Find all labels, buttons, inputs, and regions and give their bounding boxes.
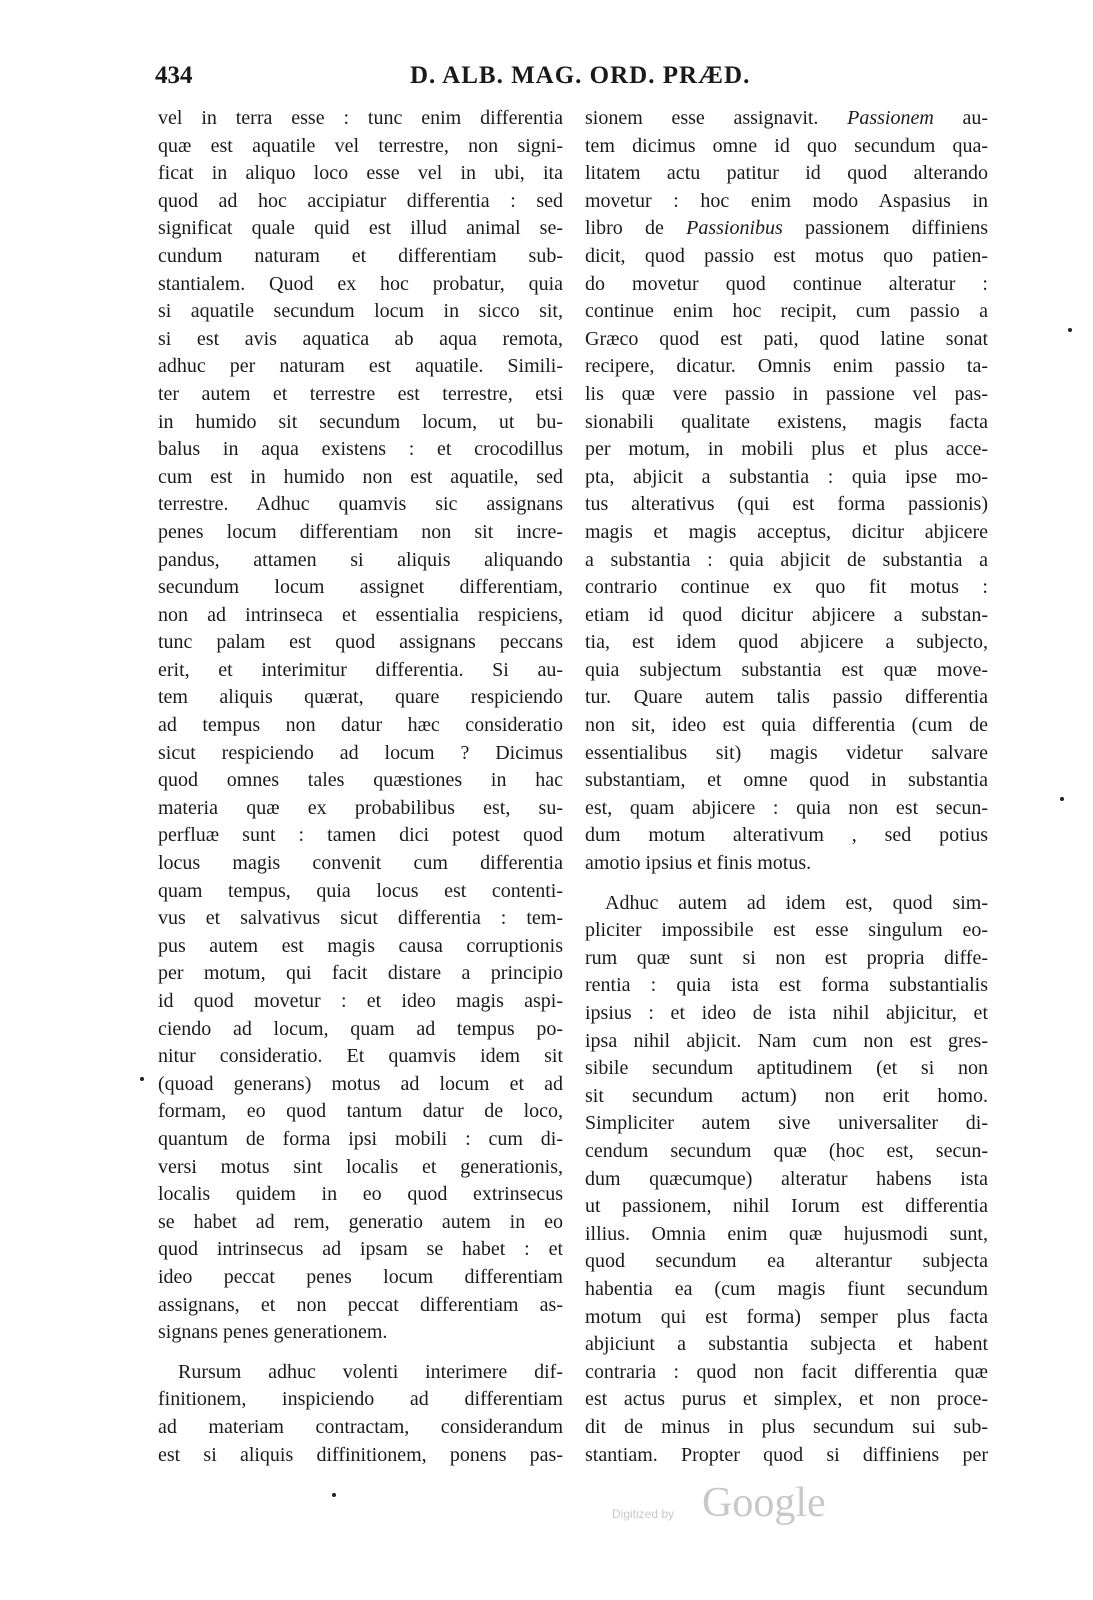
text-line: ad materiam contractam, considerandum xyxy=(158,1415,563,1438)
italic-term: Passionibus xyxy=(686,217,783,240)
text-line: id quod movetur : et ideo magis aspi- xyxy=(158,990,563,1012)
text-line: ut passionem, nihil Iorum est differentia xyxy=(585,1195,988,1218)
text-line: quod ad hoc accipiatur differentia : sed xyxy=(158,189,563,212)
text-line: per motum, qui facit distare a principio xyxy=(158,962,563,985)
text-line: pus autem est magis causa corruptionis xyxy=(158,934,563,957)
text-line: Adhuc autem ad idem est, quod sim- xyxy=(605,891,988,914)
text-line: est actus purus et simplex, et non proce- xyxy=(585,1388,988,1411)
text-line: finitionem, inspiciendo ad differentiam xyxy=(158,1388,563,1411)
text-line: locus magis convenit cum differentia xyxy=(158,852,563,875)
text-line: essentialibus sit) magis videtur salvare xyxy=(585,741,988,764)
text-line: pandus, attamen si aliquis aliquando xyxy=(158,548,563,571)
text-line: quia subjectum substantia est quæ move- xyxy=(585,658,988,681)
margin-mark xyxy=(1068,328,1072,332)
text-line: sit secundum actum) non erit homo. xyxy=(585,1084,988,1107)
text-line: contraria : quod non facit differentia quæ xyxy=(585,1360,988,1383)
text-line: ter autem et terrestre est terrestre, etsi xyxy=(158,382,563,405)
running-head: D. ALB. MAG. ORD. PRÆD. xyxy=(410,62,751,89)
text-line: signans penes generationem. xyxy=(158,1321,388,1344)
text-line: lis quæ vere passio in passione vel pas- xyxy=(585,382,988,405)
text-line: se habet ad rem, generatio autem in eo xyxy=(158,1210,563,1233)
margin-mark xyxy=(1060,797,1064,801)
text-line: cundum naturam et differentiam sub- xyxy=(158,244,563,267)
text-line: est, quam abjicere : quia non est secun- xyxy=(585,796,988,819)
text-line: tia, est idem quod abjicere a subjecto, xyxy=(585,631,988,654)
text-line: tur. Quare autem talis passio differentia xyxy=(585,686,988,709)
text-line: materia quæ ex probabilibus est, su- xyxy=(158,796,563,819)
text-line: stantiam. Propter quod si diffiniens per xyxy=(585,1443,988,1466)
text-line: non sit, ideo est quia differentia (cum de xyxy=(585,714,988,737)
digitized-by-label: Digitized by xyxy=(612,1507,675,1521)
text-line: assignans, et non peccat differentiam as- xyxy=(158,1293,563,1316)
text-line: litatem actu patitur id quod alterando xyxy=(585,162,988,185)
text-line: quod secundum ea alterantur subjecta xyxy=(585,1250,988,1273)
text-line: terrestre. Adhuc quamvis sic assignans xyxy=(158,493,563,516)
text-line: pliciter impossibile est esse singulum eo- xyxy=(585,919,988,942)
text-line: balus in aqua existens : et crocodillus xyxy=(158,438,563,461)
text-line: do movetur quod continue alteratur : xyxy=(585,272,988,295)
text-line: in humido sit secundum locum, ut bu- xyxy=(158,410,563,433)
text-line: quod omnes tales quæstiones in hac xyxy=(158,769,563,792)
text-line: continue enim hoc recipit, cum passio a xyxy=(585,300,988,323)
text-line: dum quæcumque) alteratur habens ista xyxy=(585,1167,988,1190)
text-line: illius. Omnia enim quæ hujusmodi sunt, xyxy=(585,1222,988,1245)
text-line: pta, abjicit a substantia : quia ipse mo- xyxy=(585,465,988,488)
text-line: habentia ea (cum magis fiunt secundum xyxy=(585,1277,988,1300)
text-line: dum motum alterativum , sed potius xyxy=(585,824,988,847)
text-line: quod intrinsecus ad ipsam se habet : et xyxy=(158,1238,563,1261)
text-line: si aquatile secundum locum in sicco sit, xyxy=(158,300,563,323)
page-header xyxy=(155,62,985,102)
page-number: 434 xyxy=(155,62,193,89)
text-line: magis et magis acceptus, dicitur abjicere xyxy=(585,520,988,543)
text-line: etiam id quod dicitur abjicere a substan- xyxy=(585,603,988,626)
text-line: localis quidem in eo quod extrinsecus xyxy=(158,1183,563,1206)
text-line: sibile secundum aptitudinem (et si non xyxy=(585,1057,988,1080)
text-line: significat quale quid est illud animal se- xyxy=(158,217,563,240)
text-line: stantialem. Quod ex hoc probatur, quia xyxy=(158,272,563,295)
text-line: rum quæ sunt si non est propria diffe- xyxy=(585,946,988,969)
text-line: versi motus sint localis et generationis, xyxy=(158,1155,563,1178)
text-line: perfluæ sunt : tamen dici potest quod xyxy=(158,824,563,847)
text-line: abjiciunt a substantia subjecta et habent xyxy=(585,1333,988,1356)
text-line: a substantia : quia abjicit de substantia a xyxy=(585,548,988,571)
text-line: motum qui est forma) semper plus facta xyxy=(585,1305,988,1328)
text-line: contrario continue ex quo fit motus : xyxy=(585,576,988,599)
text-line: penes locum differentiam non sit incre- xyxy=(158,520,563,543)
text-line: vel in terra esse : tunc enim differentia xyxy=(158,107,563,129)
text-line: est si aliquis diffinitionem, ponens pas- xyxy=(158,1443,563,1466)
text-line: movetur : hoc enim modo Aspasius in xyxy=(585,189,988,212)
margin-mark xyxy=(332,1493,336,1497)
text-line: sicut respiciendo ad locum ? Dicimus xyxy=(158,741,563,764)
text-line: erit, et interimitur differentia. Si au- xyxy=(158,658,563,681)
text-line: adhuc per naturam est aquatile. Simili- xyxy=(158,355,563,378)
right-column xyxy=(585,105,988,1469)
right-paragraph-2 xyxy=(585,890,988,1469)
text-line: secundum locum assignet differentiam, xyxy=(158,576,563,599)
text-line: quæ est aquatile vel terrestre, non signi- xyxy=(158,134,563,157)
text-line: quantum de forma ipsi mobili : cum di- xyxy=(158,1127,563,1150)
text-line: libro de Passionibus passionem diffiniens xyxy=(585,217,988,240)
text-line: tunc palam est quod assignans peccans xyxy=(158,631,563,654)
text-line: Græco quod est pati, quod latine sonat xyxy=(585,327,988,350)
text-line: dicit, quod passio est motus quo patien- xyxy=(585,244,988,267)
margin-mark xyxy=(140,1077,144,1081)
text-line: formam, eo quod tantum datur de loco, xyxy=(158,1100,563,1123)
text-line: cendum secundum quæ (hoc est, secun- xyxy=(585,1139,988,1162)
text-line: ipsa nihil abjicit. Nam cum non est gres- xyxy=(585,1029,988,1052)
text-line: tus alterativus (qui est forma passionis) xyxy=(585,493,988,516)
text-line: (quoad generans) motus ad locum et ad xyxy=(158,1072,563,1095)
text-line: amotio ipsius et finis motus. xyxy=(585,852,812,875)
text-line: quam tempus, quia locus est contenti- xyxy=(158,879,563,902)
left-column xyxy=(158,105,563,1469)
text-line: substantiam, et omne quod in substantia xyxy=(585,769,988,792)
text-line: ciendo ad locum, quam ad tempus po- xyxy=(158,1017,563,1040)
text-line: ideo peccat penes locum differentiam xyxy=(158,1265,563,1288)
text-line: per motum, in mobili plus et plus acce- xyxy=(585,438,988,461)
text-line: rentia : quia ista est forma substantialis xyxy=(585,974,988,997)
text-line: tem dicimus omne id quo secundum qua- xyxy=(585,134,988,157)
text-line: sionabili qualitate existens, magis facta xyxy=(585,410,988,433)
text-line: Rursum adhuc volenti interimere dif- xyxy=(178,1360,563,1383)
text-line: recipere, dicatur. Omnis enim passio ta- xyxy=(585,355,988,378)
text-line: nitur consideratio. Et quamvis idem sit xyxy=(158,1045,563,1068)
text-line: ipsius : et ideo de ista nihil abjicitur, et xyxy=(585,1002,988,1024)
italic-term: Passionem xyxy=(847,107,934,129)
text-line: ad tempus non datur hæc consideratio xyxy=(158,714,563,737)
text-line: si est avis aquatica ab aqua remota, xyxy=(158,327,563,350)
text-line: vus et salvativus sicut differentia : tem- xyxy=(158,907,563,930)
text-line: sionem esse assignavit. Passionem au- xyxy=(585,107,988,129)
google-logo: Google xyxy=(702,1480,826,1526)
text-line: Simpliciter autem sive universaliter di- xyxy=(585,1112,988,1135)
text-line: non ad intrinseca et essentialia respiciens, xyxy=(158,603,563,626)
text-line: tem aliquis quærat, quare respiciendo xyxy=(158,686,563,709)
right-paragraph-1-rest xyxy=(585,243,988,878)
text-line: cum est in humido non est aquatile, sed xyxy=(158,465,563,488)
text-line: ficat in aliquo loco esse vel in ubi, ita xyxy=(158,162,563,185)
text-line: dit de minus in plus secundum sui sub- xyxy=(585,1415,988,1438)
